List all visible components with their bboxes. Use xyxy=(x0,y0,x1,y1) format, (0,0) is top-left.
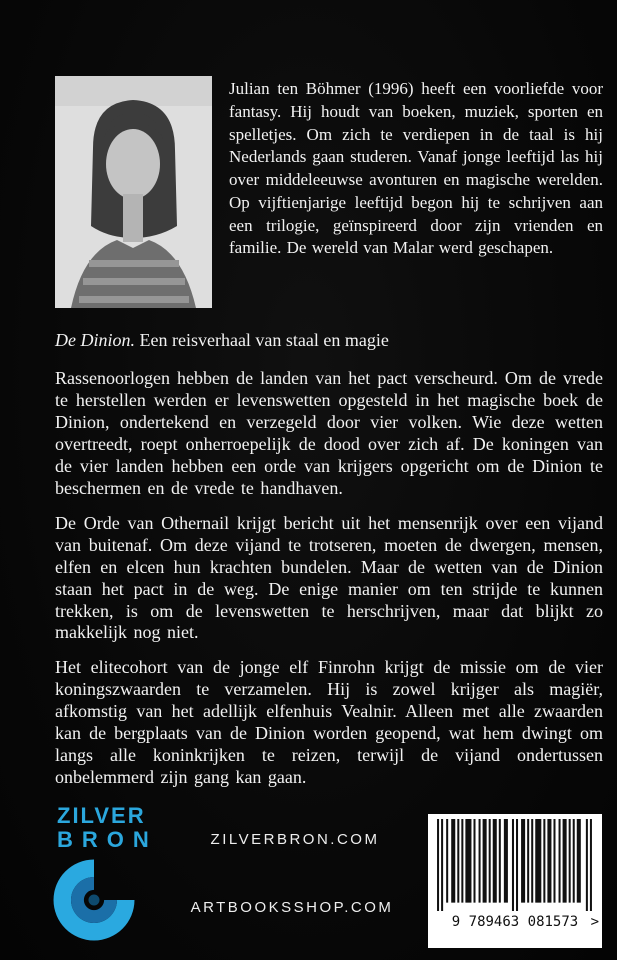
synopsis-paragraph-1: Rassenoorlogen hebben de landen van het pact verscheurd. Om de vrede te herstellen werden er levenswetten opgesteld in het magische boek de Dinion, ondertekend en verzegeld door vier volken. Wie deze wetten overtreedt, roept onherroepelijk de dood over zich af. De koningen van de vier landen hebben een orde van krijgers opgericht om de Dinion te beschermen en de vrede te handhaven. xyxy=(55,368,603,498)
website-primary: ZILVERBRON.COM xyxy=(210,831,380,848)
synopsis-paragraph-2: De Orde van Othernail krijgt bericht uit het mensenrijk over een vijand van buitenaf. Om deze vijand te trotseren, moeten de dwergen, mensen, elfen en elcen hun krachten bundelen. Maar de wetten van de Dinion staan het pact in de weg. De enige manier om ten strijde te kunnen trekken, is om de levenswetten te herschrijven, maar dat blijkt zo makkelijk nog niet. xyxy=(55,512,603,643)
synopsis xyxy=(55,368,603,802)
publisher-name-line1: ZILVER xyxy=(57,803,146,828)
publisher-wordmark xyxy=(57,804,158,852)
website-secondary: ARTBOOKSSHOP.COM xyxy=(190,899,394,916)
author-photo xyxy=(55,76,212,308)
publisher-name-line2: BRON xyxy=(57,827,158,853)
book-subtitle: Een reisverhaal van staal en magie xyxy=(135,330,389,350)
author-photo-graphic xyxy=(55,76,212,308)
barcode-arrow: > xyxy=(590,914,599,930)
barcode-number: 9 789463 081573 xyxy=(451,914,579,930)
book-title-line xyxy=(55,330,603,351)
synopsis-paragraph-3: Het elitecohort van de jonge elf Finrohn krijgt de missie om de vier koningszwaarden te verzamelen. Hij is zowel krijger als magiër, afkomstig van het adellijk elfenhuis Vealnir. Alleen met alle zwaarden kan de bergplaats van de Dinion worden geopend, wat hem dwingt om langs alle koninkrijken te reizen, terwijl de vijand ondertussen onbelemmerd zijn gang kan gaan. xyxy=(55,657,603,788)
author-bio: Julian ten Böhmer (1996) heeft een voorliefde voor fantasy. Hij houdt van boeken, muziek, sporten en spelletjes. Om zich te verdiepen in de taal is hij Nederlands gaan studeren. Vanaf jonge leeftijd las hij over middeleeuwse avonturen en magische werelden. Op vijftienjarige leeftijd begon hij te schrijven aan een trilogie, geïnspireerd door zijn vrienden en familie. De wereld van Malar werd geschapen. xyxy=(229,79,603,258)
barcode xyxy=(428,814,602,948)
barcode-number-row xyxy=(428,914,602,930)
barcode-bars xyxy=(434,819,596,911)
book-title: De Dinion. xyxy=(55,330,135,350)
zilverbron-logo-icon xyxy=(48,854,140,946)
